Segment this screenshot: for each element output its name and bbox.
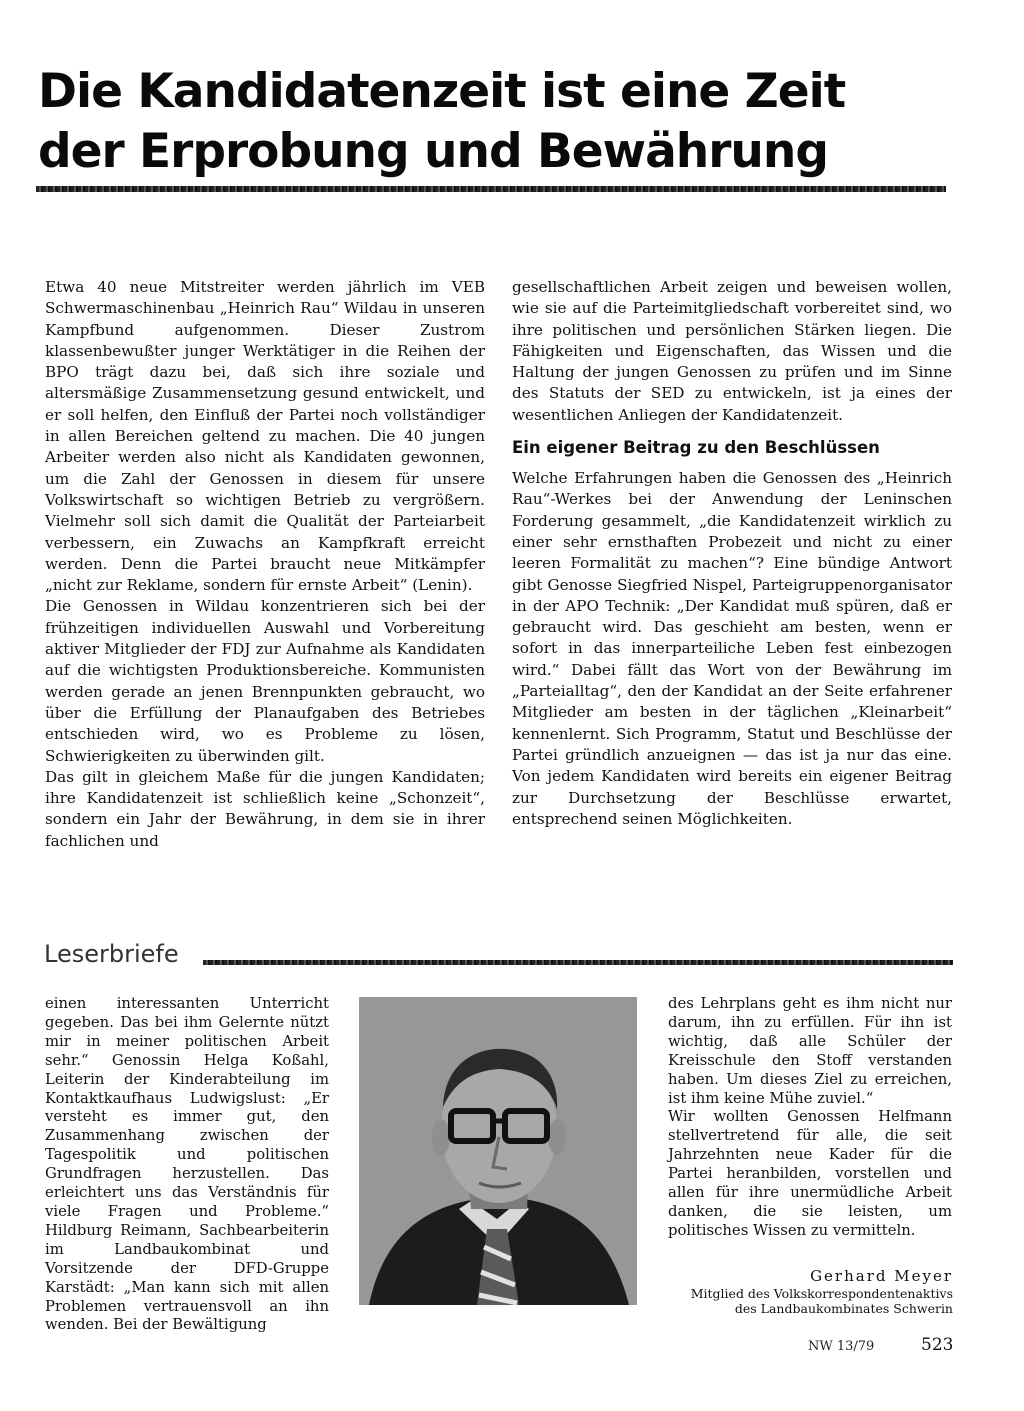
letter-column-left bbox=[45, 995, 329, 1335]
portrait-photo bbox=[359, 997, 637, 1305]
article-column-1 bbox=[45, 277, 485, 852]
article-paragraph: Das gilt in gleichem Maße für die jungen Kandidaten; ihre Kandidatenzeit ist schließlich keine „Schonzeit“, sondern ein Jahr der Bewährung, in dem sie in ihrer fachlichen und bbox=[45, 767, 485, 850]
headline-line-2: der Erprobung und Bewährung bbox=[38, 124, 828, 179]
page-number: 523 bbox=[921, 1335, 954, 1355]
article-column-2 bbox=[512, 277, 952, 830]
headline-rule bbox=[36, 186, 946, 192]
author-role-line-1: Mitglied des Volkskorrespondentenaktivs bbox=[690, 1286, 953, 1301]
article-paragraph: Die Genossen in Wildau konzentrieren sich bei der frühzeitigen individuellen Auswahl und Vorbereitung aktiver Mitglieder der FDJ zur Aufnahme als Kandidaten auf die wichtigsten Produktionsbereiche. Kommunisten werden gerade an jenen Brennpunkten gebraucht, wo über die Erfüllung der Planaufgaben des Betriebes entschieden wird, wo es Probleme zu lösen, Schwierigkeiten zu überwinden gilt. bbox=[45, 597, 485, 765]
letter-paragraph: einen interessanten Unterricht gegeben. Das bei ihm Gelernte nützt mir in meiner politischen Arbeit sehr.“ Genossin Helga Koßahl, Leiterin der Kinderabteilung im Kontaktkaufhaus Ludwigslust: „Er versteht es immer gut, den Zusammenhang zwischen der Tagespolitik und politischen Grundfragen herzustellen. Das erleichtert uns das Verständnis für viele Fragen und Probleme.“ Hildburg Reimann, Sachbearbeiterin im Landbaukombinat und Vorsitzende der DFD-Gruppe Karstädt: „Man kann sich mit allen Problemen vertrauensvoll an ihn wenden. Bei der Bewältigung bbox=[45, 995, 329, 1334]
headline-line-1: Die Kandidatenzeit ist eine Zeit bbox=[38, 64, 846, 119]
article-paragraph: gesellschaftlichen Arbeit zeigen und beweisen wollen, wie sie auf die Parteimitgliedschaft vorbereitet sind, wo ihre politischen und persönlichen Stärken liegen. Die Fähigkeiten und Eigenschaften, das Wissen und die Haltung der jungen Genossen zu prüfen und im Sinne des Statuts der SED zu entwickeln, ist ja eines der wesentlichen Anliegen der Kandidatenzeit. bbox=[512, 278, 952, 424]
letter-paragraph: des Lehrplans geht es ihm nicht nur darum, ihn zu erfüllen. Für ihn ist wichtig, daß alle Schüler der Kreisschule den Stoff verstanden haben. Um dieses Ziel zu erreichen, ist ihm keine Mühe zuviel.“ bbox=[668, 995, 952, 1107]
article-subheading: Ein eigener Beitrag zu den Beschlüssen bbox=[512, 438, 880, 458]
article-headline bbox=[38, 62, 998, 182]
section-title-leserbriefe: Leserbriefe bbox=[44, 940, 179, 968]
letter-column-right bbox=[668, 995, 952, 1241]
author-name: Gerhard Meyer bbox=[810, 1267, 953, 1285]
issue-number: NW 13/79 bbox=[808, 1339, 875, 1354]
article-paragraph: Welche Erfahrungen haben die Genossen des „Heinrich Rau“-Werkes bei der Anwendung der Leninschen Forderung gesammelt, „die Kandidatenzeit wirklich zu einer sehr ernsthaften Probezeit und nicht zu einer leeren Formalität zu machen“? Eine bündige Antwort gibt Genosse Siegfried Nispel, Parteigruppenorganisator in der APO Technik: „Der Kandidat muß spüren, daß er gebraucht wird. Das geschieht am besten, wenn er sofort in das innerparteiliche Leben fest einbezogen wird.“ Dabei fällt das Wort von der Bewährung im „Parteialltag“, den der Kandidat an der Seite erfahrener Mitglieder am besten in der täglichen „Kleinarbeit“ kennenlernt. Sich Programm, Statut und Beschlüsse der Partei gründlich anzueignen — das ist ja nur das eine. Von jedem Kandidaten wird bereits ein eigener Beitrag zur Durchsetzung der Beschlüsse erwartet, entsprechend seinen Möglichkeiten. bbox=[512, 469, 952, 828]
article-paragraph: Etwa 40 neue Mitstreiter werden jährlich im VEB Schwermaschinenbau „Heinrich Rau“ Wildau in unseren Kampfbund aufgenommen. Dieser Zustrom klassenbewußter junger Werktätiger in die Reihen der BPO trägt dazu bei, daß sich ihre soziale und altersmäßige Zusammensetzung gesund entwickelt, und er soll helfen, den Einfluß der Partei noch vollständiger in allen Bereichen geltend zu machen. Die 40 jungen Arbeiter werden also nicht als Kandidaten gewonnen, um die Zahl der Genossen in diesem für unsere Volkswirtschaft so wichtigen Betrieb zu vergrößern. Vielmehr soll sich damit die Qualität der Parteiarbeit verbessern, ein Zuwachs an Kampfkraft erreicht werden. Denn die Partei braucht neue Mitkämpfer „nicht zur Reklame, sondern für ernste Arbeit“ (Lenin). bbox=[45, 278, 485, 595]
letter-paragraph: Wir wollten Genossen Helfmann stellvertretend für alle, die seit Jahrzehnten neue Kader für die Partei heranbilden, vorstellen und allen für ihre unermüdliche Arbeit danken, die sie leisten, um politisches Wissen zu vermitteln. bbox=[668, 1108, 952, 1239]
section-rule bbox=[203, 960, 953, 965]
author-role-line-2: des Landbaukombinates Schwerin bbox=[734, 1301, 953, 1316]
letter-signature bbox=[640, 1267, 953, 1316]
